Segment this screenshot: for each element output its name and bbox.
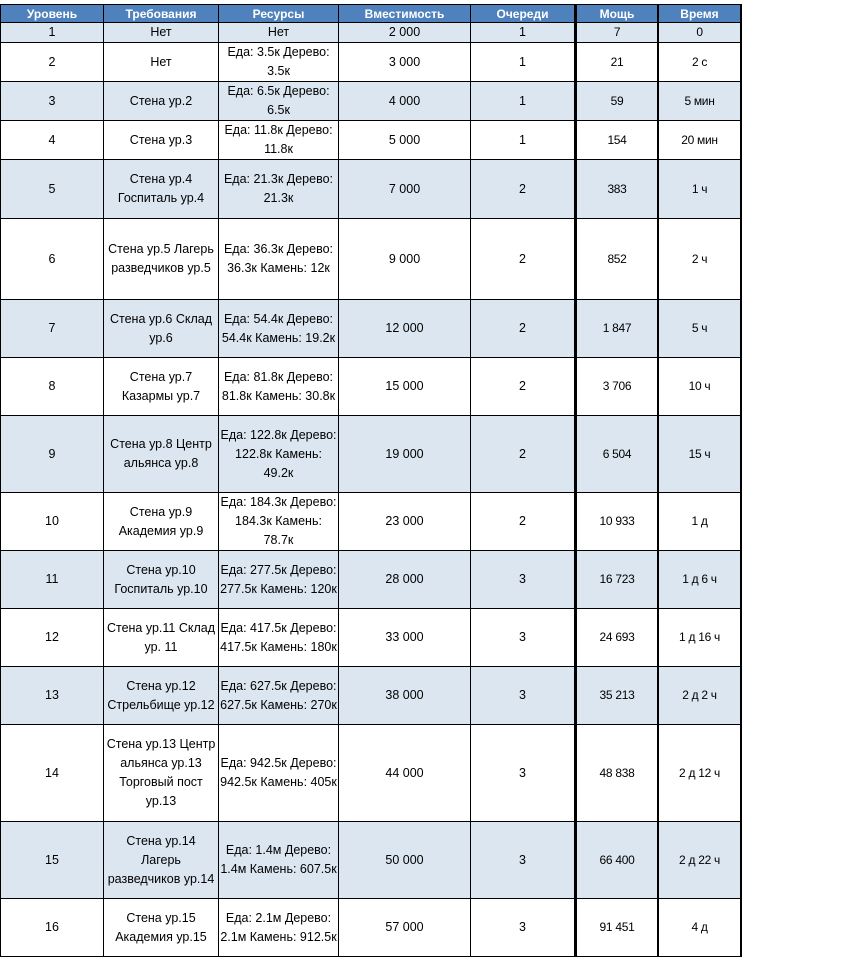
cell-requirements: Стена ур.10 Госпиталь ур.10 [104,551,219,609]
cell-resources: Еда: 11.8к Дерево: 11.8к [219,121,339,160]
table-row [576,300,741,358]
cell-queues: 2 [471,493,575,551]
header-queues: Очереди [471,5,575,23]
cell-queues: 2 [471,160,575,219]
cell-power: 7 [576,23,658,43]
cell-level: 12 [1,609,104,667]
table-row [576,160,741,219]
cell-queues: 2 [471,416,575,493]
cell-resources: Еда: 627.5к Дерево: 627.5к Камень: 270к [219,667,339,725]
header-requirements: Требования [104,5,219,23]
table-row [576,219,741,300]
cell-requirements: Стена ур.12 Стрельбище ур.12 [104,667,219,725]
cell-time: 20 мин [658,121,741,160]
table-row [1,300,575,358]
cell-requirements: Стена ур.15 Академия ур.15 [104,899,219,957]
cell-level: 6 [1,219,104,300]
cell-time: 2 ч [658,219,741,300]
table-row [1,219,575,300]
cell-capacity: 4 000 [339,82,471,121]
table-row [1,609,575,667]
cell-level: 13 [1,667,104,725]
table-row [1,416,575,493]
cell-level: 1 [1,23,104,43]
table-row [576,358,741,416]
cell-power: 66 400 [576,822,658,899]
table-row [576,667,741,725]
cell-requirements: Стена ур.13 Центр альянса ур.13 Торговый пост ур.13 [104,725,219,822]
table-row [576,23,741,43]
header-time: Время [658,5,741,23]
header-row [1,5,575,23]
table-row [576,416,741,493]
table-row [1,551,575,609]
cell-power: 16 723 [576,551,658,609]
cell-resources: Еда: 417.5к Дерево: 417.5к Камень: 180к [219,609,339,667]
cell-requirements: Нет [104,43,219,82]
cell-time: 2 д 2 ч [658,667,741,725]
cell-queues: 3 [471,667,575,725]
table-row [576,43,741,82]
cell-resources: Еда: 184.3к Дерево: 184.3к Камень: 78.7к [219,493,339,551]
cell-queues: 3 [471,822,575,899]
cell-queues: 1 [471,23,575,43]
cell-queues: 1 [471,121,575,160]
cell-requirements: Стена ур.2 [104,82,219,121]
cell-requirements: Стена ур.11 Склад ур. 11 [104,609,219,667]
table-row [1,899,575,957]
cell-resources: Еда: 3.5к Дерево: 3.5к [219,43,339,82]
cell-power: 35 213 [576,667,658,725]
table-row [1,23,575,43]
cell-capacity: 9 000 [339,219,471,300]
cell-level: 4 [1,121,104,160]
cell-level: 3 [1,82,104,121]
table-row [576,822,741,899]
cell-queues: 3 [471,551,575,609]
cell-time: 15 ч [658,416,741,493]
cell-power: 48 838 [576,725,658,822]
cell-capacity: 50 000 [339,822,471,899]
cell-capacity: 5 000 [339,121,471,160]
cell-resources: Еда: 54.4к Дерево: 54.4к Камень: 19.2к [219,300,339,358]
upgrade-table [0,4,575,957]
cell-power: 10 933 [576,493,658,551]
cell-time: 5 ч [658,300,741,358]
cell-requirements: Стена ур.9 Академия ур.9 [104,493,219,551]
cell-level: 10 [1,493,104,551]
cell-time: 0 [658,23,741,43]
cell-requirements: Стена ур.4 Госпиталь ур.4 [104,160,219,219]
table-row [1,43,575,82]
cell-time: 2 д 22 ч [658,822,741,899]
cell-power: 383 [576,160,658,219]
cell-resources: Еда: 36.3к Дерево: 36.3к Камень: 12к [219,219,339,300]
cell-power: 6 504 [576,416,658,493]
cell-capacity: 33 000 [339,609,471,667]
cell-power: 852 [576,219,658,300]
table-row [576,82,741,121]
cell-level: 8 [1,358,104,416]
cell-queues: 3 [471,609,575,667]
cell-capacity: 19 000 [339,416,471,493]
cell-time: 1 д 6 ч [658,551,741,609]
cell-time: 4 д [658,899,741,957]
cell-capacity: 15 000 [339,358,471,416]
table-row [576,121,741,160]
cell-resources: Еда: 122.8к Дерево: 122.8к Камень: 49.2к [219,416,339,493]
cell-capacity: 57 000 [339,899,471,957]
header-resources: Ресурсы [219,5,339,23]
cell-power: 3 706 [576,358,658,416]
cell-capacity: 7 000 [339,160,471,219]
cell-capacity: 12 000 [339,300,471,358]
cell-time: 1 ч [658,160,741,219]
table-row [576,899,741,957]
cell-time: 1 д [658,493,741,551]
cell-queues: 3 [471,725,575,822]
cell-queues: 2 [471,219,575,300]
header-capacity: Вместимость [339,5,471,23]
table-row [1,822,575,899]
cell-resources: Еда: 2.1м Дерево: 2.1м Камень: 912.5к [219,899,339,957]
cell-level: 7 [1,300,104,358]
table-row [1,725,575,822]
cell-level: 14 [1,725,104,822]
cell-resources: Еда: 81.8к Дерево: 81.8к Камень: 30.8к [219,358,339,416]
cell-requirements: Стена ур.3 [104,121,219,160]
table-row [1,667,575,725]
cell-level: 11 [1,551,104,609]
cell-queues: 2 [471,300,575,358]
cell-time: 1 д 16 ч [658,609,741,667]
cell-resources: Еда: 21.3к Дерево: 21.3к [219,160,339,219]
cell-time: 2 д 12 ч [658,725,741,822]
table-row [576,551,741,609]
cell-requirements: Стена ур.8 Центр альянса ур.8 [104,416,219,493]
cell-requirements: Стена ур.7 Казармы ур.7 [104,358,219,416]
header-level: Уровень [1,5,104,23]
cell-requirements: Стена ур.5 Лагерь разведчиков ур.5 [104,219,219,300]
table-row [576,493,741,551]
cell-power: 21 [576,43,658,82]
table-row [1,493,575,551]
cell-level: 5 [1,160,104,219]
cell-queues: 1 [471,43,575,82]
cell-capacity: 23 000 [339,493,471,551]
power-time-table [575,4,742,957]
cell-resources: Еда: 942.5к Дерево: 942.5к Камень: 405к [219,725,339,822]
side-header-row [576,5,741,23]
cell-power: 1 847 [576,300,658,358]
cell-capacity: 2 000 [339,23,471,43]
cell-level: 9 [1,416,104,493]
table-row [1,160,575,219]
cell-power: 24 693 [576,609,658,667]
cell-level: 2 [1,43,104,82]
cell-time: 5 мин [658,82,741,121]
cell-time: 2 с [658,43,741,82]
cell-queues: 1 [471,82,575,121]
cell-resources: Нет [219,23,339,43]
table-row [576,725,741,822]
cell-capacity: 3 000 [339,43,471,82]
cell-queues: 3 [471,899,575,957]
cell-queues: 2 [471,358,575,416]
cell-capacity: 28 000 [339,551,471,609]
cell-level: 15 [1,822,104,899]
cell-capacity: 38 000 [339,667,471,725]
cell-requirements: Стена ур.14 Лагерь разведчиков ур.14 [104,822,219,899]
table-row [576,609,741,667]
cell-capacity: 44 000 [339,725,471,822]
cell-power: 59 [576,82,658,121]
table-row [1,358,575,416]
cell-resources: Еда: 277.5к Дерево: 277.5к Камень: 120к [219,551,339,609]
cell-level: 16 [1,899,104,957]
table-row [1,121,575,160]
cell-requirements: Стена ур.6 Склад ур.6 [104,300,219,358]
cell-time: 10 ч [658,358,741,416]
cell-resources: Еда: 6.5к Дерево: 6.5к [219,82,339,121]
header-power: Мощь [576,5,658,23]
cell-resources: Еда: 1.4м Дерево: 1.4м Камень: 607.5к [219,822,339,899]
cell-requirements: Нет [104,23,219,43]
cell-power: 154 [576,121,658,160]
cell-power: 91 451 [576,899,658,957]
table-row [1,82,575,121]
